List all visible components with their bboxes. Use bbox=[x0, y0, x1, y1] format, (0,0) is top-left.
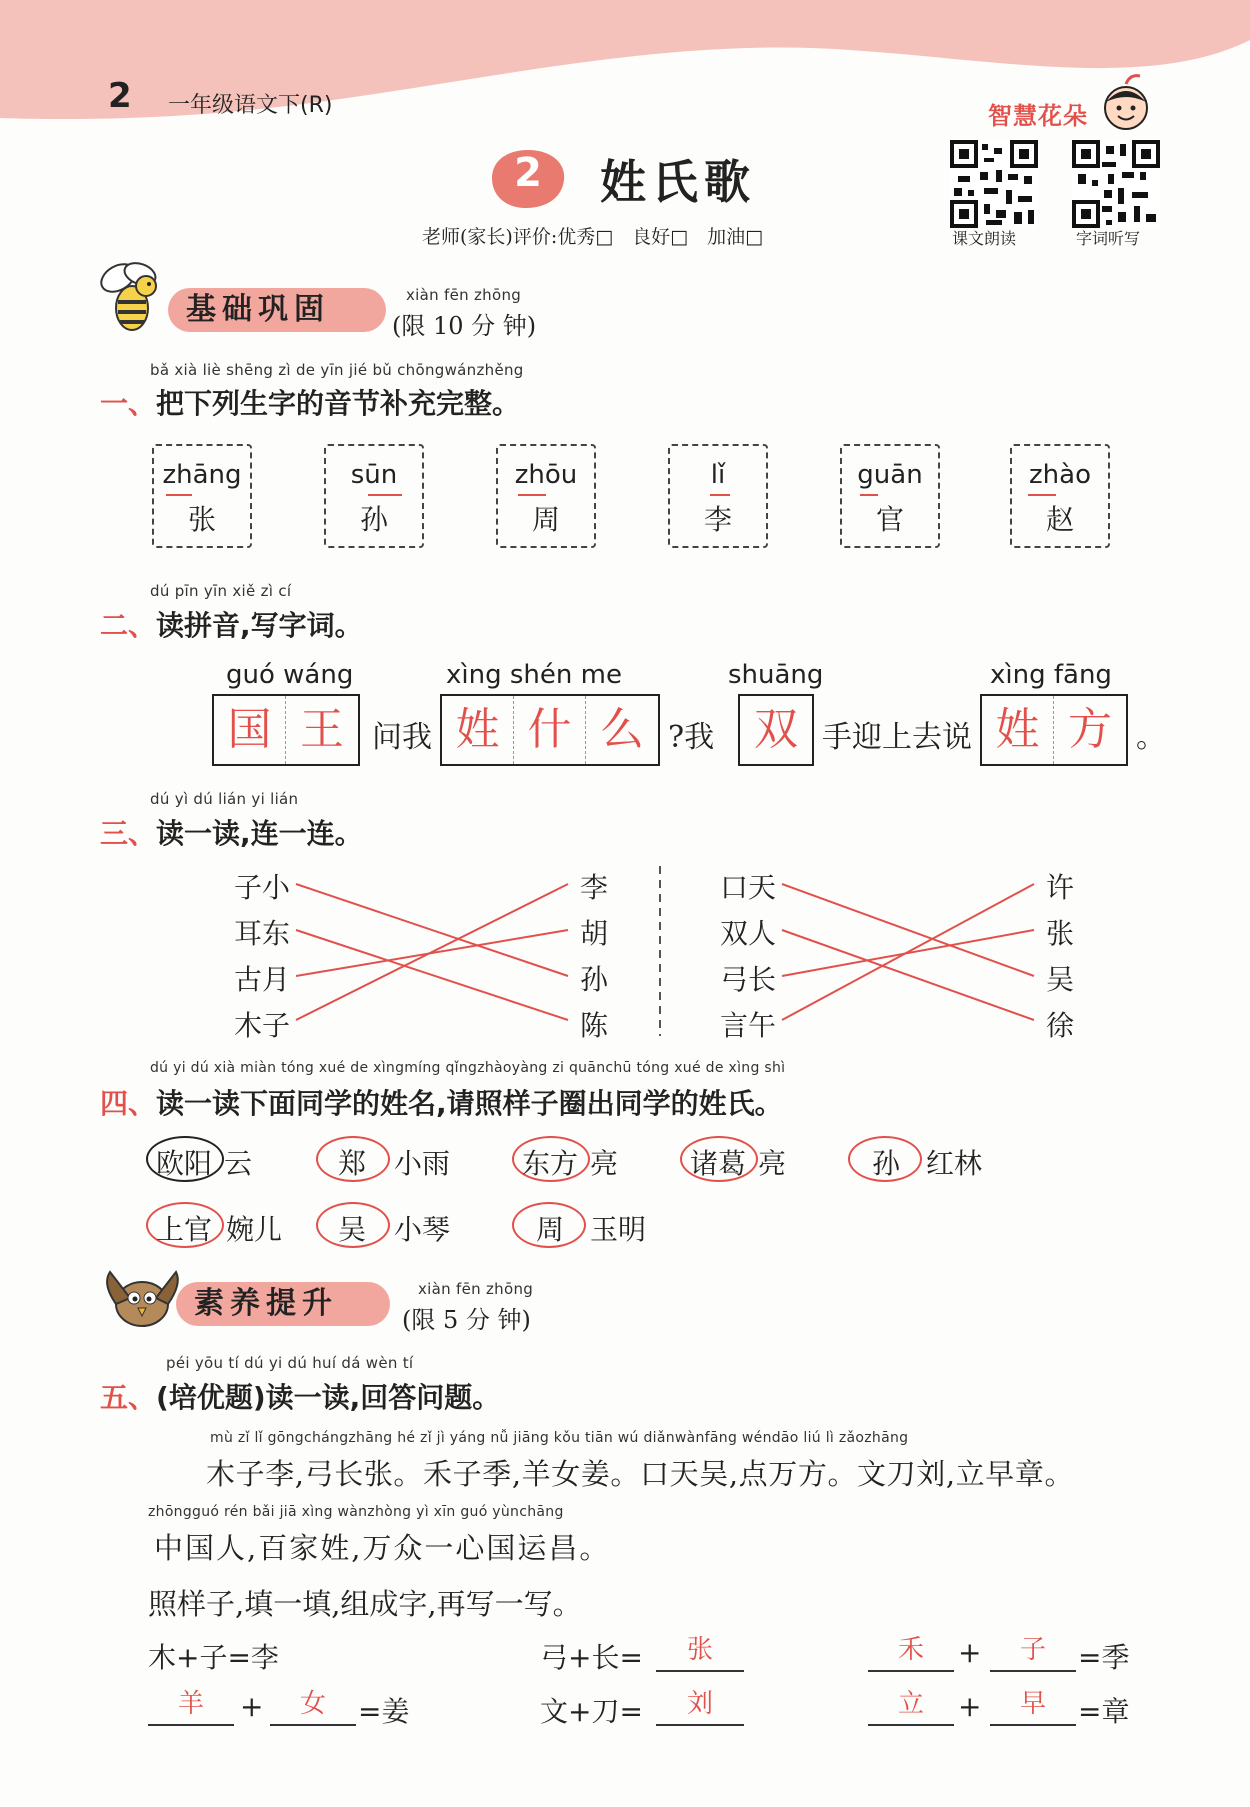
q2-end: 。 bbox=[1136, 720, 1166, 755]
filled-answer-underline bbox=[518, 494, 546, 496]
filled-answer-underline bbox=[710, 494, 730, 496]
answer-char: 王 bbox=[300, 704, 344, 755]
smiley-mascot-icon bbox=[1100, 72, 1152, 132]
q2-mid3: 手迎上去说 bbox=[822, 720, 972, 755]
qr2-label: 字词听写 bbox=[1076, 229, 1141, 248]
q3-pinyin: dú yì dú lián yi lián bbox=[150, 790, 299, 808]
q3-heading bbox=[100, 812, 363, 852]
answer-char: 姓 bbox=[982, 696, 1054, 764]
surname: 欧阳 bbox=[156, 1147, 213, 1180]
match-right-target: 张 bbox=[1046, 917, 1075, 950]
syllable-pinyin: zhāng bbox=[162, 460, 242, 490]
q4-text: 读一读下面同学的姓名,请照样子圈出同学的姓氏。 bbox=[156, 1087, 783, 1120]
syllable-box bbox=[668, 444, 768, 548]
q2-word2-pinyin: xìng shén me bbox=[446, 660, 622, 690]
qr1-label: 课文朗读 bbox=[952, 229, 1017, 248]
match-line bbox=[296, 930, 568, 1020]
match-line bbox=[296, 884, 568, 1020]
section1-time: (限 10 分 钟) bbox=[392, 312, 537, 340]
match-left-item: 子小 bbox=[234, 871, 291, 904]
match-left-item: 木子 bbox=[234, 1009, 291, 1042]
q1-pinyin: bǎ xià liè shēng zì de yīn jié bǔ chōngwánzhěng bbox=[150, 361, 524, 379]
q2-word2-grid bbox=[440, 694, 660, 766]
lesson-number: 2 bbox=[514, 150, 542, 196]
section1-time-pinyin: xiàn fēn zhōng bbox=[406, 286, 522, 304]
q1-number: 一、 bbox=[100, 387, 157, 420]
surname: 诸葛 bbox=[690, 1147, 747, 1180]
answer-char: 国 bbox=[214, 696, 286, 764]
section2-time: (限 5 分 钟) bbox=[402, 1306, 531, 1334]
syllable-char: 李 bbox=[703, 503, 732, 536]
q5-eq2-left: 弓+长= bbox=[540, 1641, 643, 1674]
match-left-target: 胡 bbox=[580, 917, 609, 950]
q4-number: 四、 bbox=[100, 1087, 157, 1120]
q5-number: 五、 bbox=[100, 1381, 157, 1414]
syllable-char: 周 bbox=[531, 503, 560, 536]
qr-code-reading[interactable] bbox=[950, 140, 1038, 228]
match-right-target: 徐 bbox=[1046, 1009, 1075, 1042]
bird-mascot-icon bbox=[100, 1264, 184, 1336]
q5-line2-pinyin: zhōngguó rén bǎi jiā xìng wànzhòng yì xīn guó yùnchāng bbox=[148, 1504, 564, 1520]
plus-sign: + bbox=[958, 1690, 982, 1723]
syllable-box bbox=[152, 444, 252, 548]
syllable-pinyin: zhào bbox=[1029, 460, 1091, 490]
q2-heading bbox=[100, 604, 363, 644]
q2-mid2: ?我 bbox=[668, 720, 715, 755]
bee-mascot-icon bbox=[96, 256, 176, 340]
q5-eq6-result: =章 bbox=[1078, 1695, 1130, 1728]
syllable-pinyin: sūn bbox=[350, 460, 398, 490]
q2-word3-pinyin: shuāng bbox=[728, 660, 824, 690]
syllable-pinyin: lǐ bbox=[710, 460, 726, 490]
q5-instruction: 照样子,填一填,组成字,再写一写。 bbox=[148, 1587, 582, 1621]
match-left-item: 耳东 bbox=[234, 917, 291, 950]
match-left-item: 古月 bbox=[234, 963, 291, 996]
given-name: 红林 bbox=[926, 1147, 983, 1180]
section2-time-pinyin: xiàn fēn zhōng bbox=[418, 1280, 534, 1298]
q5-example: 木+子=李 bbox=[148, 1641, 279, 1674]
given-name: 婉儿 bbox=[226, 1213, 283, 1246]
answer-char: 什 bbox=[514, 696, 586, 764]
match-line bbox=[296, 930, 568, 976]
q5-heading bbox=[100, 1376, 500, 1416]
qr-code-dictation[interactable] bbox=[1072, 140, 1160, 228]
given-name: 云 bbox=[224, 1147, 253, 1180]
lesson-title: 姓氏歌 bbox=[600, 155, 756, 209]
syllable-box bbox=[840, 444, 940, 548]
section-advance-banner: 素养提升 bbox=[176, 1282, 390, 1326]
q4-pinyin: dú yi dú xià miàn tóng xué de xìngmíng qǐngzhàoyàng zi quānchū tóng xué de xìng shì bbox=[150, 1060, 786, 1076]
q5-line1-pinyin: mù zǐ lǐ gōngchángzhāng hé zǐ jì yáng nǚ jiāng kǒu tiān wú diǎnwànfāng wéndāo liú lì zǎozhāng bbox=[210, 1430, 909, 1446]
match-line bbox=[782, 884, 1034, 976]
q2-word3-grid bbox=[738, 694, 814, 766]
q1-text: 把下列生字的音节补充完整。 bbox=[156, 387, 521, 420]
given-name: 小琴 bbox=[394, 1213, 451, 1246]
plus-sign: + bbox=[240, 1690, 264, 1723]
surname: 郑 bbox=[338, 1147, 367, 1180]
match-right-item: 口天 bbox=[720, 871, 777, 904]
syllable-box bbox=[496, 444, 596, 548]
surname: 上官 bbox=[156, 1213, 213, 1246]
syllable-pinyin: zhōu bbox=[514, 460, 578, 490]
q2-pinyin: dú pīn yīn xiě zì cí bbox=[150, 582, 292, 600]
match-right-item: 双人 bbox=[720, 917, 777, 950]
filled-answer-underline bbox=[1028, 494, 1056, 496]
section-basic-banner: 基础巩固 bbox=[168, 288, 386, 332]
match-right-target: 吴 bbox=[1046, 963, 1075, 996]
answer-blank[interactable]: 刘 bbox=[656, 1684, 744, 1726]
filled-answer-underline bbox=[860, 494, 878, 496]
syllable-pinyin: guān bbox=[857, 460, 923, 490]
match-line bbox=[782, 884, 1034, 1020]
given-name: 亮 bbox=[758, 1147, 787, 1180]
book-title: 一年级语文下(R) bbox=[168, 93, 333, 118]
q1-heading bbox=[100, 382, 520, 422]
surname: 东方 bbox=[522, 1147, 579, 1180]
match-right-target: 许 bbox=[1046, 871, 1075, 904]
q3-number: 三、 bbox=[100, 817, 157, 850]
answer-char: 么 bbox=[600, 704, 644, 755]
given-name: 亮 bbox=[590, 1147, 619, 1180]
q2-number: 二、 bbox=[100, 609, 157, 642]
answer-blank[interactable]: 早 bbox=[990, 1684, 1076, 1726]
q5-line1: 木子李,弓长张。禾子季,羊女姜。口天吴,点万方。文刀刘,立早章。 bbox=[206, 1457, 1075, 1491]
q2-text: 读拼音,写字词。 bbox=[156, 609, 363, 642]
q2-word4-grid bbox=[980, 694, 1128, 766]
surname: 吴 bbox=[338, 1213, 367, 1246]
evaluation-line: 老师(家长)评价:优秀□ 良好□ 加油□ bbox=[422, 226, 764, 248]
syllable-char: 张 bbox=[187, 503, 216, 536]
syllable-char: 孙 bbox=[359, 503, 388, 536]
q3-text: 读一读,连一连。 bbox=[156, 817, 363, 850]
q5-pinyin: péi yōu tí dú yi dú huí dá wèn tí bbox=[166, 1354, 414, 1372]
answer-char: 方 bbox=[1068, 704, 1112, 755]
plus-sign: + bbox=[958, 1636, 982, 1669]
syllable-box bbox=[1010, 444, 1110, 548]
match-left-target: 陈 bbox=[580, 1009, 609, 1042]
answer-char: 双 bbox=[754, 704, 798, 755]
filled-answer-underline bbox=[368, 494, 402, 496]
q2-mid1: 问我 bbox=[372, 720, 432, 755]
answer-char: 姓 bbox=[442, 696, 514, 764]
match-right-item: 弓长 bbox=[720, 963, 777, 996]
surname: 孙 bbox=[872, 1147, 901, 1180]
match-line bbox=[782, 930, 1034, 976]
match-line bbox=[782, 930, 1034, 1020]
given-name: 玉明 bbox=[590, 1213, 647, 1246]
q5-eq3-result: =季 bbox=[1078, 1641, 1130, 1674]
q4-heading bbox=[100, 1082, 783, 1122]
syllable-box bbox=[324, 444, 424, 548]
answer-blank[interactable]: 羊 bbox=[148, 1684, 234, 1726]
q2-word1-pinyin: guó wáng bbox=[226, 660, 354, 690]
filled-answer-underline bbox=[166, 494, 192, 496]
match-right-item: 言午 bbox=[720, 1009, 777, 1042]
page-number: 2 bbox=[108, 76, 132, 116]
answer-blank[interactable]: 禾 bbox=[868, 1630, 954, 1672]
q5-eq4-result: =姜 bbox=[358, 1695, 410, 1728]
answer-blank[interactable]: 张 bbox=[656, 1630, 744, 1672]
match-line bbox=[296, 884, 568, 976]
q5-eq5-left: 文+刀= bbox=[540, 1695, 643, 1728]
q2-word4-pinyin: xìng fāng bbox=[990, 660, 1112, 690]
answer-blank[interactable]: 立 bbox=[868, 1684, 954, 1726]
q5-line2: 中国人,百家姓,万众一心国运昌。 bbox=[154, 1531, 611, 1565]
surname: 周 bbox=[536, 1213, 565, 1246]
match-left-target: 李 bbox=[580, 871, 609, 904]
answer-blank[interactable]: 子 bbox=[990, 1630, 1076, 1672]
q2-word1-grid bbox=[212, 694, 360, 766]
syllable-char: 赵 bbox=[1045, 503, 1074, 536]
syllable-char: 官 bbox=[875, 503, 904, 536]
q5-text: (培优题)读一读,回答问题。 bbox=[156, 1381, 501, 1414]
answer-blank[interactable]: 女 bbox=[270, 1684, 356, 1726]
given-name: 小雨 bbox=[394, 1147, 451, 1180]
match-left-target: 孙 bbox=[580, 963, 609, 996]
brand-logo: 智慧花朵 bbox=[988, 102, 1088, 130]
